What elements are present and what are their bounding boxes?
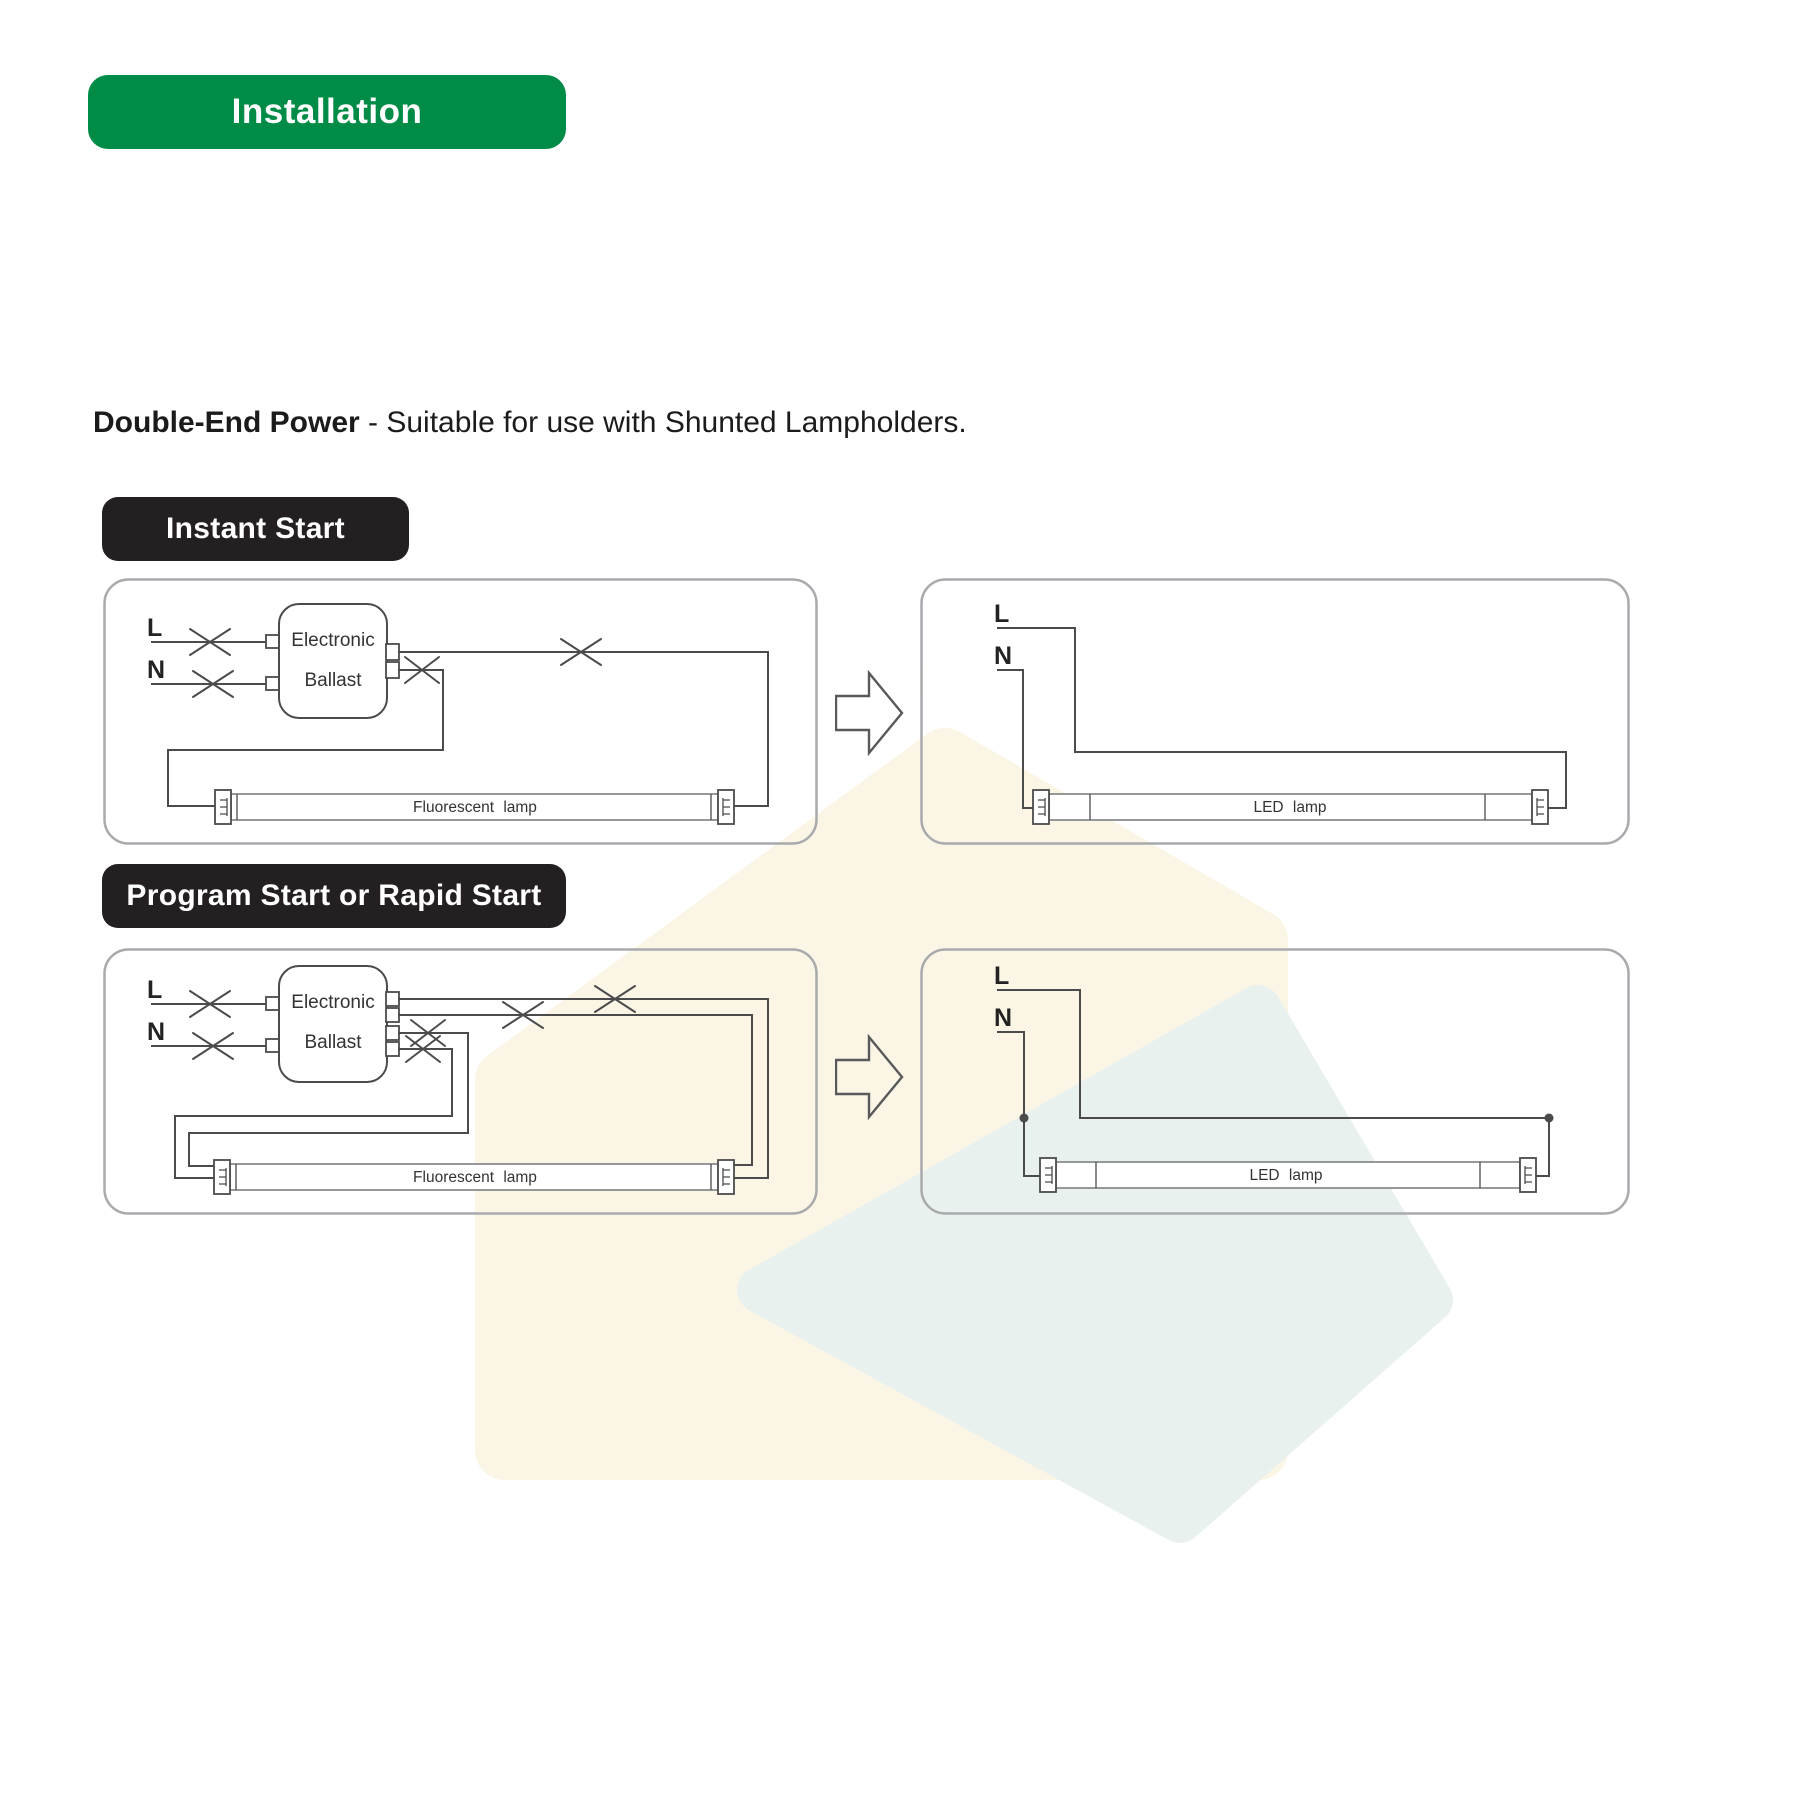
- ballast-input-terminal: [266, 997, 279, 1010]
- output-wire-top: [399, 652, 768, 806]
- ballast-output-terminal: [386, 992, 399, 1006]
- intro-text: [93, 406, 967, 440]
- lamp-label: Fluorescent lamp: [413, 1169, 537, 1186]
- ballast-box: [279, 604, 387, 718]
- electronic-ballast: [279, 604, 399, 718]
- neutral-wire: [998, 1032, 1040, 1176]
- diagram-instant-start-ballast: [103, 578, 818, 845]
- ballast-output-terminal: [386, 644, 399, 660]
- page-title-badge: [88, 75, 566, 149]
- electronic-ballast: [279, 966, 399, 1082]
- neutral-label: N: [994, 1004, 1013, 1032]
- fluorescent-lamp: [215, 790, 734, 824]
- live-wire: [998, 628, 1566, 808]
- ballast-output-terminal: [386, 1026, 399, 1040]
- ballast-input-terminal: [266, 1039, 279, 1052]
- live-wire: [998, 990, 1549, 1176]
- live-label: L: [147, 976, 163, 1004]
- live-label: L: [994, 962, 1010, 990]
- lamp-label: Fluorescent lamp: [413, 799, 537, 816]
- ballast-output-terminal: [386, 662, 399, 678]
- ballast-text-line2: Ballast: [304, 1032, 362, 1053]
- ballast-output-terminal: [386, 1042, 399, 1056]
- section-badge-label: Instant Start: [166, 512, 345, 545]
- diagram-instant-start-led: [920, 578, 1630, 845]
- output-wire-1: [399, 999, 768, 1178]
- junction-dot: [1545, 1114, 1554, 1123]
- transform-arrow-icon: [835, 1034, 905, 1120]
- neutral-label: N: [994, 642, 1013, 670]
- lamp-label: LED lamp: [1249, 1167, 1323, 1184]
- ballast-input-terminal: [266, 635, 279, 648]
- led-lamp: [1040, 1158, 1536, 1192]
- diagram-program-start-led: [920, 948, 1630, 1215]
- junction-dot: [1020, 1114, 1029, 1123]
- section-badge-label: Program Start or Rapid Start: [126, 879, 542, 912]
- neutral-wire: [998, 670, 1033, 808]
- section-badge-program-rapid-start: [102, 864, 566, 928]
- ballast-text-line1: Electronic: [291, 630, 375, 651]
- ballast-input-terminal: [266, 677, 279, 690]
- ballast-output-terminal: [386, 1008, 399, 1022]
- fluorescent-lamp: [214, 1160, 734, 1194]
- led-lamp: [1033, 790, 1548, 824]
- neutral-label: N: [147, 656, 166, 684]
- section-badge-instant-start: [102, 497, 409, 561]
- live-label: L: [994, 600, 1010, 628]
- page-title: Installation: [231, 92, 423, 131]
- neutral-label: N: [147, 1018, 166, 1046]
- intro-bold: Double-End Power: [93, 406, 360, 439]
- diagram-program-start-ballast: [103, 948, 818, 1215]
- ballast-text-line1: Electronic: [291, 992, 375, 1013]
- ballast-text-line2: Ballast: [304, 670, 362, 691]
- live-label: L: [147, 614, 163, 642]
- transform-arrow-icon: [835, 670, 905, 756]
- lamp-label: LED lamp: [1253, 799, 1327, 816]
- ballast-box: [279, 966, 387, 1082]
- intro-rest: - Suitable for use with Shunted Lampholders.: [359, 406, 967, 439]
